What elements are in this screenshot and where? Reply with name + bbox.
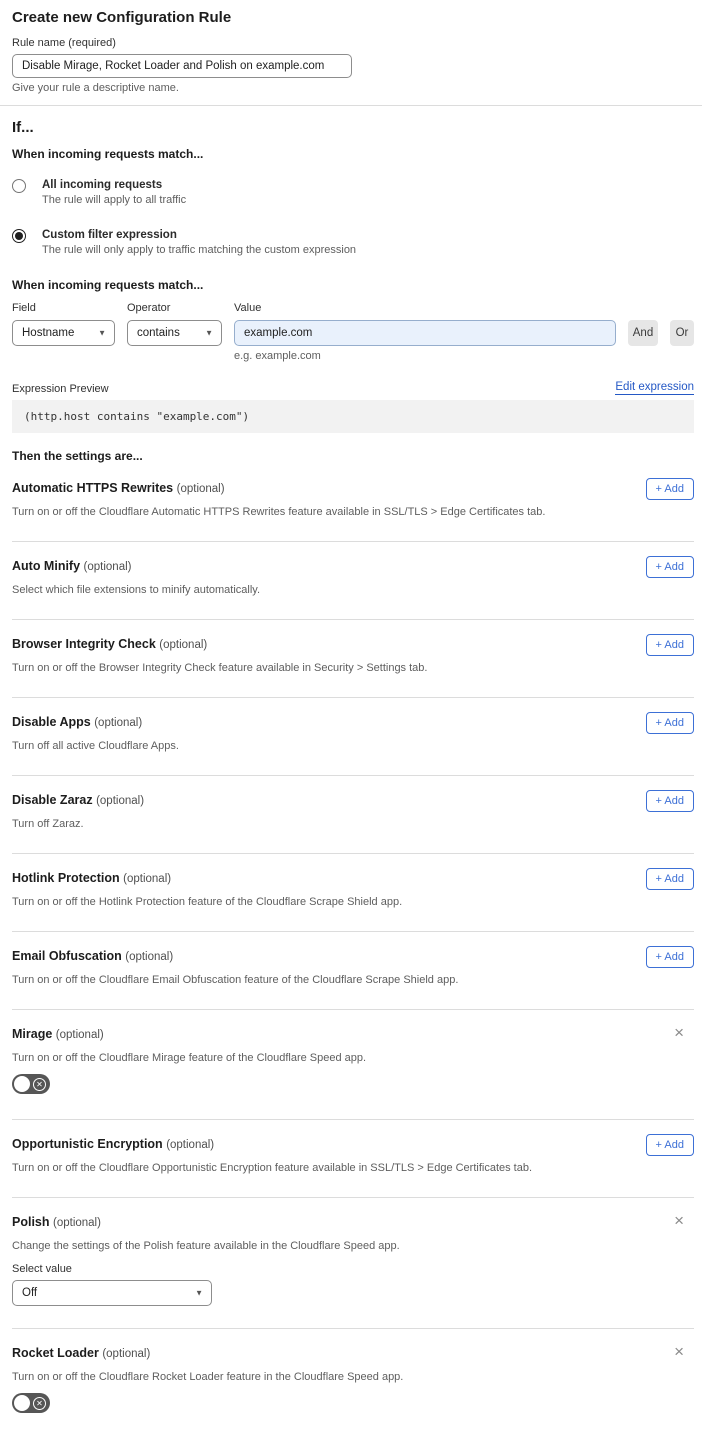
radio-selected-icon[interactable] (12, 229, 26, 243)
toggle-off-icon: ✕ (33, 1397, 46, 1410)
add-opportunistic-encryption-button[interactable]: + Add (646, 1134, 694, 1156)
setting-rocket-loader (12, 1329, 694, 1438)
add-email-obfuscation-button[interactable]: + Add (646, 946, 694, 968)
filter-match-heading: When incoming requests match... (12, 278, 204, 292)
setting-auto-minify (12, 542, 694, 620)
value-help: e.g. example.com (234, 350, 321, 362)
select-value-label: Select value (12, 1263, 72, 1275)
radio-unselected-icon[interactable] (12, 179, 26, 193)
option-all-incoming-requests[interactable] (12, 178, 694, 208)
operator-select-value: contains (137, 327, 180, 339)
settings-list (12, 464, 694, 1438)
expression-preview-label: Expression Preview (12, 383, 109, 395)
setting-opportunistic-encryption (12, 1120, 694, 1198)
value-input[interactable] (234, 320, 616, 346)
setting-description: Turn on or off the Cloudflare Opportunistic Encryption feature available in SSL/TLS > Edge Certificates tab. (12, 1162, 533, 1174)
polish-select[interactable] (12, 1280, 212, 1306)
setting-polish (12, 1198, 694, 1329)
or-button[interactable]: Or (670, 320, 694, 346)
setting-title: Email Obfuscation (optional) (12, 949, 174, 963)
operator-label: Operator (127, 302, 171, 314)
setting-title: Auto Minify (optional) (12, 559, 132, 573)
toggle-knob (14, 1076, 30, 1092)
setting-title: Disable Apps (optional) (12, 715, 143, 729)
radio-description: The rule will apply to all traffic (42, 194, 187, 206)
chevron-down-icon: ▼ (98, 328, 106, 338)
match-heading: When incoming requests match... (12, 147, 204, 161)
setting-description: Select which file extensions to minify automatically. (12, 584, 261, 596)
select-value: Off (22, 1287, 38, 1299)
add-hotlink-protection-button[interactable]: + Add (646, 868, 694, 890)
add-disable-zaraz-button[interactable]: + Add (646, 790, 694, 812)
radio-label: All incoming requests (42, 179, 163, 191)
rule-name-help: Give your rule a descriptive name. (12, 82, 179, 94)
chevron-down-icon: ▼ (195, 1288, 203, 1298)
setting-description: Turn on or off the Cloudflare Automatic HTTPS Rewrites feature available in SSL/TLS > Edge Certificates tab. (12, 506, 546, 518)
setting-title: Opportunistic Encryption (optional) (12, 1137, 215, 1151)
setting-title: Hotlink Protection (optional) (12, 871, 172, 885)
setting-browser-integrity-check (12, 620, 694, 698)
setting-title: Automatic HTTPS Rewrites (optional) (12, 481, 225, 495)
setting-disable-zaraz (12, 776, 694, 854)
if-heading: If... (12, 119, 34, 136)
radio-label: Custom filter expression (42, 229, 177, 241)
setting-description: Turn off Zaraz. (12, 818, 84, 830)
add-disable-apps-button[interactable]: + Add (646, 712, 694, 734)
edit-expression-link[interactable]: Edit expression (615, 381, 694, 393)
setting-title: Browser Integrity Check (optional) (12, 637, 208, 651)
toggle-off-icon: ✕ (33, 1078, 46, 1091)
page-title: Create new Configuration Rule (12, 9, 232, 26)
toggle-knob (14, 1395, 30, 1411)
option-custom-filter-expression[interactable] (12, 228, 694, 258)
remove-polish-icon[interactable]: × (674, 1211, 684, 1230)
setting-description: Turn on or off the Browser Integrity Check feature available in Security > Settings tab. (12, 662, 428, 674)
remove-mirage-icon[interactable]: × (674, 1023, 684, 1042)
setting-description: Turn on or off the Cloudflare Email Obfuscation feature of the Cloudflare Scrape Shield app. (12, 974, 459, 986)
setting-title: Mirage (optional) (12, 1027, 104, 1041)
setting-disable-apps (12, 698, 694, 776)
setting-description: Turn off all active Cloudflare Apps. (12, 740, 179, 752)
field-select-value: Hostname (22, 327, 75, 339)
add-automatic-https-rewrites-button[interactable]: + Add (646, 478, 694, 500)
expression-preview-code: (http.host contains "example.com") (12, 400, 694, 433)
field-label: Field (12, 302, 36, 314)
rule-name-input[interactable] (12, 54, 352, 78)
expression-preview-header (12, 381, 694, 395)
then-heading: Then the settings are... (12, 449, 143, 463)
filter-builder-row (12, 302, 694, 363)
setting-description: Turn on or off the Hotlink Protection feature of the Cloudflare Scrape Shield app. (12, 896, 403, 908)
add-browser-integrity-check-button[interactable]: + Add (646, 634, 694, 656)
setting-description: Turn on or off the Cloudflare Rocket Loader feature in the Cloudflare Speed app. (12, 1371, 404, 1383)
remove-rocket-loader-icon[interactable]: × (674, 1342, 684, 1361)
chevron-down-icon: ▼ (205, 328, 213, 338)
mirage-toggle[interactable] (12, 1074, 50, 1094)
setting-mirage (12, 1010, 694, 1120)
setting-title: Disable Zaraz (optional) (12, 793, 145, 807)
setting-automatic-https-rewrites (12, 464, 694, 542)
operator-select[interactable] (127, 320, 222, 346)
and-button[interactable]: And (628, 320, 658, 346)
rule-name-label: Rule name (required) (12, 37, 116, 49)
setting-description: Change the settings of the Polish feature available in the Cloudflare Speed app. (12, 1240, 400, 1252)
radio-description: The rule will only apply to traffic matching the custom expression (42, 244, 357, 256)
setting-title: Polish (optional) (12, 1215, 101, 1229)
add-auto-minify-button[interactable]: + Add (646, 556, 694, 578)
setting-hotlink-protection (12, 854, 694, 932)
configuration-rule-form (0, 9, 702, 1438)
field-select[interactable] (12, 320, 115, 346)
setting-description: Turn on or off the Cloudflare Mirage feature of the Cloudflare Speed app. (12, 1052, 367, 1064)
value-label: Value (234, 302, 262, 314)
section-divider (0, 105, 702, 106)
setting-title: Rocket Loader (optional) (12, 1346, 151, 1360)
setting-email-obfuscation (12, 932, 694, 1010)
rocket-loader-toggle[interactable] (12, 1393, 50, 1413)
